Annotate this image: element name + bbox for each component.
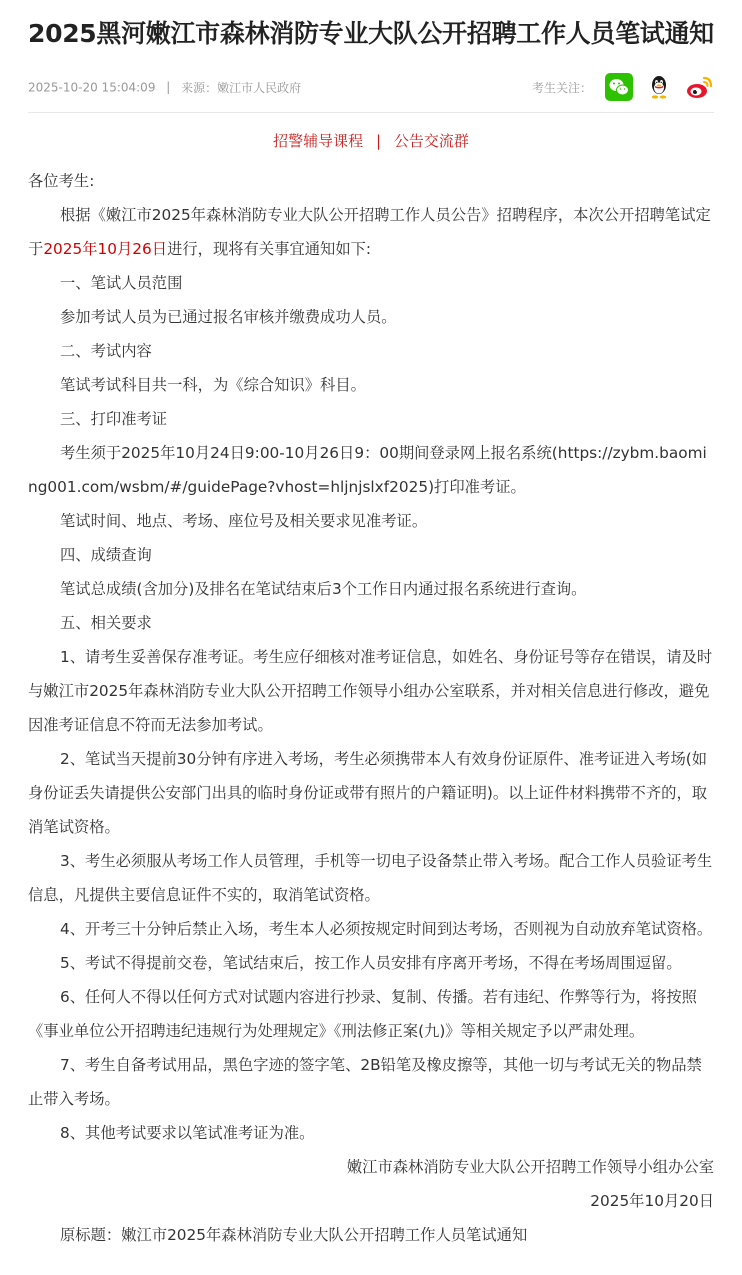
greeting: 各位考生:	[28, 172, 95, 190]
header-divider	[28, 112, 714, 113]
requirement-item: 5、考试不得提前交卷，笔试结束后，按工作人员安排有序离开考场，不得在考场周围逗留。	[60, 954, 682, 972]
requirement-item: 4、开考三十分钟后禁止入场，考生本人必须按规定时间到达考场，否则视为自动放弃笔试资格。	[60, 920, 713, 938]
signature-date: 2025年10月20日	[590, 1192, 714, 1210]
meta-info	[28, 79, 301, 96]
article-meta	[28, 72, 714, 102]
wechat-icon[interactable]	[604, 72, 634, 102]
intro-text-a: 根据《嫩江市2025年森林消防专业大队公开招聘工作人员公告》招聘程序，本次公开招聘笔试定于	[28, 206, 711, 258]
section-2-text: 笔试考试科目共一科，为《综合知识》科目。	[60, 376, 366, 394]
follow-label: 考生关注：	[531, 80, 592, 95]
intro-paragraph	[28, 198, 714, 266]
article-source: 来源：嫩江市人民政府	[181, 80, 302, 95]
promo-link-course[interactable]: 招警辅导课程	[273, 132, 364, 150]
requirement-item: 6、任何人不得以任何方式对试题内容进行抄录、复制、传播。若有违纪、作弊等行为，将按照《事业单位公开招聘违纪违规行为处理规定》《刑法修正案(九)》等相关规定予以严肃处理。	[28, 988, 697, 1040]
promo-separator: |	[375, 132, 382, 150]
intro-text-b: 进行，现将有关事宜通知如下:	[167, 240, 372, 258]
qq-icon[interactable]	[644, 72, 674, 102]
article-body	[28, 164, 714, 1252]
section-3-text-b: )打印准考证。	[428, 478, 526, 496]
weibo-icon[interactable]	[684, 72, 714, 102]
requirement-item: 8、其他考试要求以笔试准考证为准。	[60, 1124, 315, 1142]
exam-date-highlight: 2025年10月26日	[43, 240, 168, 258]
section-4-title: 四、成绩查询	[60, 546, 152, 564]
requirement-item: 1、请考生妥善保存准考证。考生应仔细核对准考证信息，如姓名、身份证号等存在错误，请及时与嫩江市2025年森林消防专业大队公开招聘工作领导小组办公室联系，并对相关信息进行修改，避免因准考证信息不符而无法参加考试。	[28, 648, 713, 734]
section-3-text-a: 考生须于2025年10月24日9:00-10月26日9：00期间登录网上报名系统(	[60, 444, 558, 462]
section-5-title: 五、相关要求	[60, 614, 152, 632]
meta-separator: |	[166, 80, 171, 94]
section-2-title: 二、考试内容	[60, 342, 152, 360]
promo-link-group[interactable]: 公告交流群	[393, 132, 469, 150]
section-3-text	[28, 436, 714, 504]
requirement-item: 3、考生必须服从考场工作人员管理，手机等一切电子设备禁止带入考场。配合工作人员验证考生信息，凡提供主要信息证件不实的，取消笔试资格。	[28, 852, 713, 904]
requirement-item: 7、考生自备考试用品，黑色字迹的签字笔、2B铅笔及橡皮擦等，其他一切与考试无关的物品禁止带入考场。	[28, 1056, 702, 1108]
registration-url: https://zybm.baoming001.com/wsbm/#/guidePage?vhost=hljnjslxf2025	[28, 444, 707, 496]
section-4-text: 笔试总成绩(含加分)及排名在笔试结束后3个工作日内通过报名系统进行查询。	[60, 580, 587, 598]
publish-datetime: 2025-10-20 15:04:09	[28, 80, 156, 94]
section-1-text: 参加考试人员为已通过报名审核并缴费成功人员。	[60, 308, 397, 326]
page-title: 2025黑河嫩江市森林消防专业大队公开招聘工作人员笔试通知	[28, 19, 714, 48]
original-title: 原标题：嫩江市2025年森林消防专业大队公开招聘工作人员笔试通知	[60, 1226, 528, 1244]
section-1-title: 一、笔试人员范围	[60, 274, 183, 292]
requirement-item: 2、笔试当天提前30分钟有序进入考场，考生必须携带本人有效身份证原件、准考证进入考场(如身份证丢失请提供公安部门出具的临时身份证或带有照片的户籍证明)。以上证件材料携带不齐的，取消笔试资格。	[28, 750, 708, 836]
section-3-text-2: 笔试时间、地点、考场、座位号及相关要求见准考证。	[60, 512, 428, 530]
signature: 嫩江市森林消防专业大队公开招聘工作领导小组办公室	[346, 1158, 714, 1176]
section-3-title: 三、打印准考证	[60, 410, 168, 428]
promo-links	[28, 130, 714, 152]
follow-bar	[532, 72, 714, 102]
